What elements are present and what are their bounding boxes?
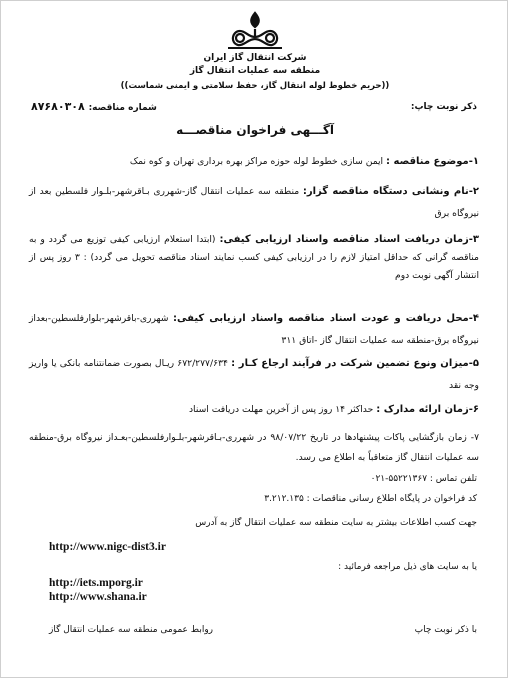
safety-slogan: ((حریم خطوط لوله انتقال گاز، حفظ سلامتی و ایمنی شماست))	[120, 81, 390, 91]
tender-number-value: ۸۷۶۸۰۳۰۸	[31, 100, 85, 113]
item-4-text: شهرری-باقرشهر-بلوارفلسطین-بعداز نیروگاه برق-منطقه سه عملیات انتقال گاز -اتاق ۳۱۱	[29, 313, 479, 346]
tender-code-line: کد فراخوان در پایگاه اطلاع رسانی مناقصات : ۳.۲۱۲.۱۳۵	[264, 494, 477, 504]
tender-number	[31, 100, 157, 113]
item-1-text: ایمن سازی خطوط لوله حوزه مراکز بهره برداری تهران و کوه نمک	[129, 156, 384, 167]
notice-title: آگـــهی فراخوان مناقصـــه	[176, 123, 334, 137]
item-7-text: ۷- زمان بازگشایی پاکات پیشنهادها در تاریخ ۹۸/۰۷/۲۲ در شهرری-بـاقرشهر-بلـوارفلسطین-بعـداز نیروگاه برق-منطقه سه عملیات انتقال گاز متعاقباً به اطلاع می رسد.	[29, 432, 479, 463]
item-1	[29, 156, 479, 168]
item-5	[29, 353, 479, 397]
contact-phone: تلفن تماس : ۵۵۲۲۱۳۶۷-۰۲۱	[370, 474, 477, 484]
item-5-heading: ۵-میزان ونوع تضمین شرکت در فرآیند ارجاع کـار :	[231, 358, 480, 369]
region-name: منطقه سه عملیات انتقال گاز	[189, 66, 321, 76]
item-6	[29, 404, 479, 416]
footer-public-relations: روابط عمومی منطقه سه عملیات انتقال گاز	[49, 625, 214, 635]
item-3-heading: ۳-زمان دریافت اسناد مناقصه واسناد ارزیابی کیفی:	[219, 234, 480, 245]
item-7	[29, 428, 479, 468]
item-4-heading: ۴-محل دریافت و عودت اسناد مناقصه واسناد ارزیابی کیفی:	[173, 313, 480, 324]
item-4	[29, 308, 479, 352]
item-2	[29, 181, 479, 225]
tender-number-label: شماره مناقصه:	[88, 103, 157, 113]
url-shana[interactable]: http://www.shana.ir	[49, 591, 147, 603]
sites-line: یا به سایت های ذیل مراجعه فرمائید :	[338, 562, 477, 572]
url-nigc-dist3[interactable]: http://www.nigc-dist3.ir	[49, 541, 166, 553]
item-3-text: (ابتدا استعلام ارزیابی کیفی توزیع می گردد و به مناقصه گرانی که حداقل امتیاز لازم را در ارزیابی کیفی کسب نمایند اسناد مناقصه تحویل می گردد) : ۳ روز پس از انتشار آگهی نوبت دوم	[29, 234, 479, 281]
url-iets[interactable]: http://iets.mporg.ir	[49, 577, 143, 589]
item-2-text: منطقه سه عملیات انتقال گاز-شهرری بـاقرشهر-بلـوار فلسطین بعد از نیروگاه برق	[29, 186, 479, 219]
footer-print-count: با ذکر نوبت چاپ	[414, 625, 477, 635]
item-3	[29, 231, 479, 285]
nigc-logo	[220, 9, 290, 51]
item-2-heading: ۲-نام ونشانی دستگاه مناقصه گزار:	[302, 186, 479, 197]
item-6-heading: ۶-زمان ارائه مدارک :	[376, 404, 479, 415]
print-count-label: ذکر نوبت چاپ:	[410, 102, 477, 112]
item-1-heading: ۱-موضوع مناقصه :	[386, 156, 479, 167]
org-name: شرکت انتقال گاز ایران	[203, 53, 307, 63]
item-6-text: حداکثر ۱۴ روز پس از آخرین مهلت دریافت اسناد	[188, 404, 374, 415]
more-info-line: جهت کسب اطلاعات بیشتر به سایت منطقه سه عملیات انتقال گاز به آدرس	[195, 518, 477, 528]
item-5-text: ۶۷۲/۲۷۷/۶۳۴ ریـال بصورت ضمانتنامه بانکی یا واریز وجه نقد	[29, 358, 479, 391]
